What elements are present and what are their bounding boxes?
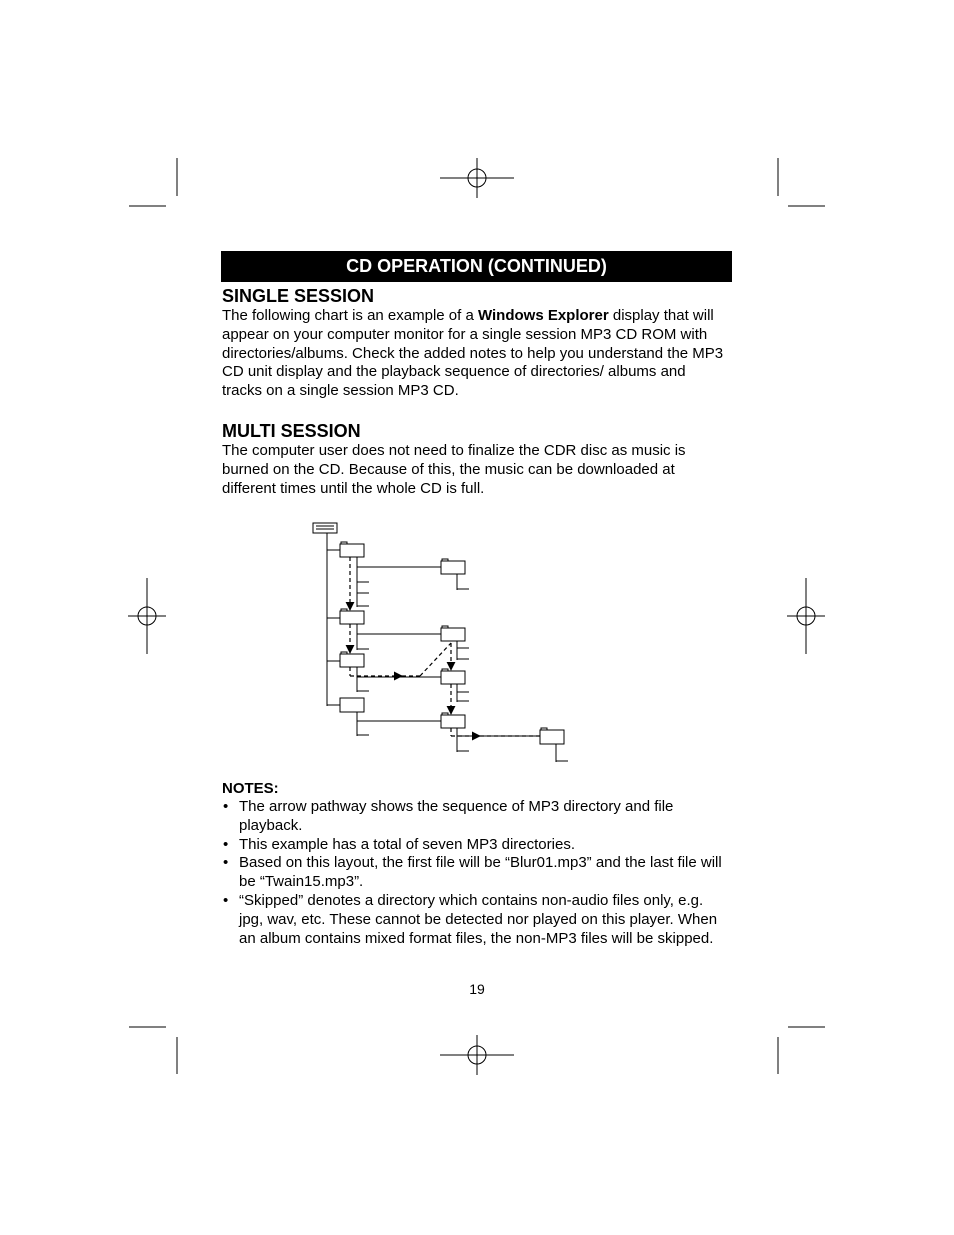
directory-tree-diagram: [300, 518, 580, 768]
folder-icon: [441, 669, 465, 684]
single-session-section: [222, 285, 727, 401]
playback-path: [350, 557, 540, 736]
folder-icon: [340, 542, 364, 557]
note-item: • “Skipped” denotes a directory which contains non-audio files only, e.g. jpg, wav, etc. These cannot be detected nor played on this player. When an album contains mixed format files, the non-MP3 files will be skipped.: [223, 891, 718, 947]
page-number: 19: [469, 981, 485, 997]
note-item: • Based on this layout, the first file will be “Blur01.mp3” and the last file will be “Twain15.mp3”.: [223, 854, 722, 891]
single-session-text: The following chart is an example of a Windows Explorer display that will appear on your computer monitor for a single session MP3 CD ROM with directories/albums. Check the added notes to help you understand the MP3 CD unit display and the playback sequence of directories/ albums and tracks on a single session MP3 CD.: [222, 307, 724, 400]
folder-icon: [340, 652, 364, 667]
folder-icon: [441, 559, 465, 574]
folder-icon: [340, 609, 364, 624]
notes-title: NOTES:: [222, 780, 279, 797]
note-item: • The arrow pathway shows the sequence of MP3 directory and file playback.: [223, 798, 674, 834]
root-drive-icon: [313, 523, 337, 533]
multi-session-heading: MULTI SESSION: [222, 421, 361, 441]
folder-icon: [540, 728, 564, 744]
section-header: [221, 251, 732, 282]
section-header-title: CD OPERATION (CONTINUED): [346, 256, 607, 276]
folder-icon: [441, 713, 465, 728]
multi-session-text: The computer user does not need to finalize the CDR disc as music is burned on the CD. Because of this, the music can be downloaded at different times until the whole CD is full.: [222, 442, 686, 497]
windows-explorer-term: Windows Explorer: [477, 307, 609, 324]
folder-icon: [441, 626, 465, 641]
notes-list: [222, 798, 727, 948]
notes-section: [222, 779, 727, 948]
folder-icon: [340, 698, 364, 712]
multi-session-section: [222, 420, 727, 498]
note-item: • This example has a total of seven MP3 directories.: [223, 835, 575, 853]
single-session-heading: SINGLE SESSION: [222, 286, 375, 306]
